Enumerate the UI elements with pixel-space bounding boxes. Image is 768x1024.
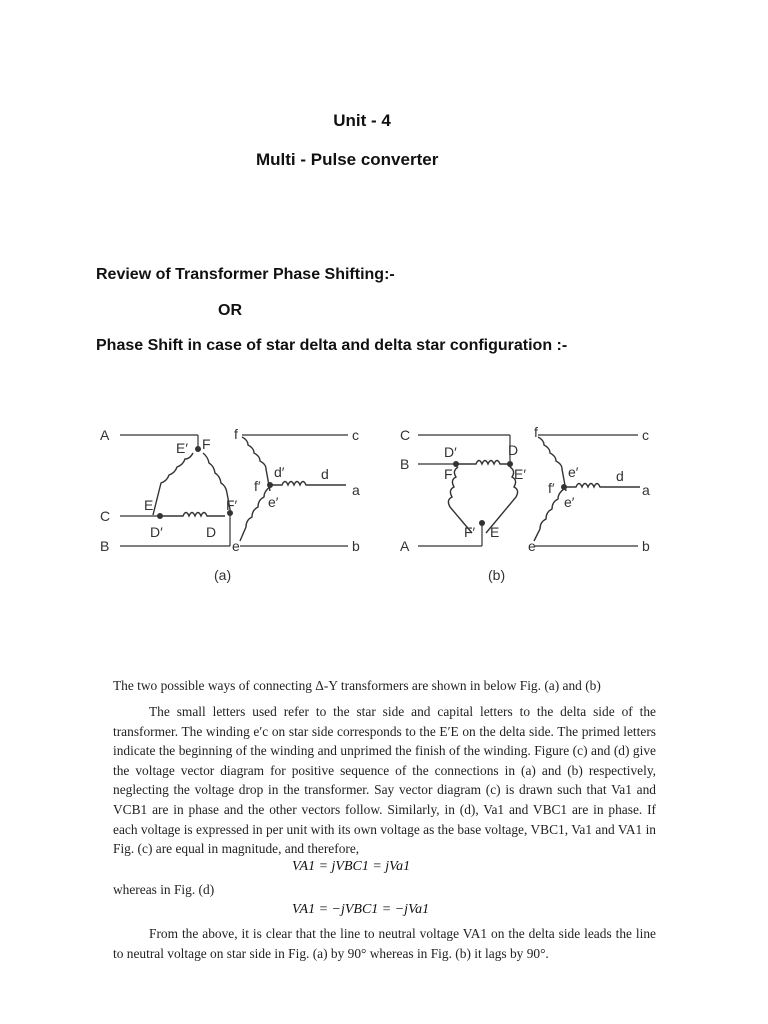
node-label: d: [321, 466, 329, 482]
node-label: d: [616, 468, 624, 484]
node-label: f′: [254, 478, 261, 494]
node-label: e: [232, 538, 240, 554]
body-paragraph-1: The small letters used refer to the star side and capital letters to the delta side of the transformer. The winding e′c on star side corresponds to the E′E on the delta side. The primed letters indicate the beginning of the winding and unprimed the finish of the winding. Figure (c) and (d) give the voltage vector diagram for positive sequence of the connections in (a) and (b) respectively, neglecting the voltage drop in the transformer. Say vector diagram (c) is drawn such that Va1 and VCB1 are in phase and the other vectors follow. Similarly, in (d), Va1 and VBC1 are in phase. If each voltage is expressed in per unit with its own voltage as the base voltage, VBC1, Va1 and VA1 in Fig. (c) are equal in magnitude, and therefore,: [113, 704, 656, 857]
node-label: e′: [268, 494, 279, 510]
node-label: F′: [226, 497, 238, 513]
terminal-label: B: [100, 538, 110, 554]
node-label: e′: [568, 464, 579, 480]
diagram-b: [400, 424, 650, 583]
node-label: e: [528, 538, 536, 554]
terminal-label: b: [642, 538, 650, 554]
caption-b: (b): [488, 567, 506, 583]
node-label: F: [444, 466, 453, 482]
node-label: d′: [274, 464, 285, 480]
node-label: E′: [514, 466, 526, 482]
node-label: E: [490, 524, 500, 540]
node-label: D′: [150, 524, 163, 540]
node-label: D: [508, 442, 519, 458]
transformer-connection-figure: [90, 415, 690, 595]
diagram-a: [100, 426, 360, 583]
node-label: e′: [564, 494, 575, 510]
unit-title: Unit - 4: [333, 111, 391, 130]
terminal-label: c: [642, 427, 649, 443]
section-heading-or: OR: [218, 302, 242, 319]
equation-1: VA1 = jVBC1 = jVa1: [292, 859, 411, 874]
equation-2: VA1 = −jVBC1 = −jVa1: [292, 902, 430, 917]
node-label: f′: [548, 480, 555, 496]
node-label: F: [202, 436, 211, 452]
caption-a: (a): [214, 567, 232, 583]
node-label: E′: [176, 440, 188, 456]
section-heading-phase-shift: Phase Shift in case of star delta and delta star configuration :-: [96, 337, 568, 354]
terminal-label: C: [100, 508, 111, 524]
terminal-label: A: [400, 538, 410, 554]
node-label: D: [206, 524, 217, 540]
terminal-label: A: [100, 427, 110, 443]
terminal-label: b: [352, 538, 360, 554]
node-label: f: [234, 426, 238, 442]
node-label: D′: [444, 444, 457, 460]
body-paragraph-2: From the above, it is clear that the line to neutral voltage VA1 on the delta side leads the line to neutral voltage on star side in Fig. (a) by 90° whereas in Fig. (b) it lags by 90°.: [113, 926, 656, 961]
terminal-label: a: [642, 482, 650, 498]
terminal-label: a: [352, 482, 360, 498]
section-heading-review: Review of Transformer Phase Shifting:-: [96, 266, 395, 283]
node-label: F′: [464, 524, 476, 540]
node-label: f: [534, 424, 538, 440]
terminal-label: c: [352, 427, 359, 443]
node-label: E: [144, 497, 154, 513]
terminal-label: C: [400, 427, 411, 443]
terminal-label: B: [400, 456, 410, 472]
intro-paragraph: The two possible ways of connecting Δ-Y transformers are shown in below Fig. (a) and (b): [113, 678, 601, 693]
page-subtitle: Multi - Pulse converter: [256, 150, 439, 169]
whereas-line: whereas in Fig. (d): [113, 882, 215, 897]
